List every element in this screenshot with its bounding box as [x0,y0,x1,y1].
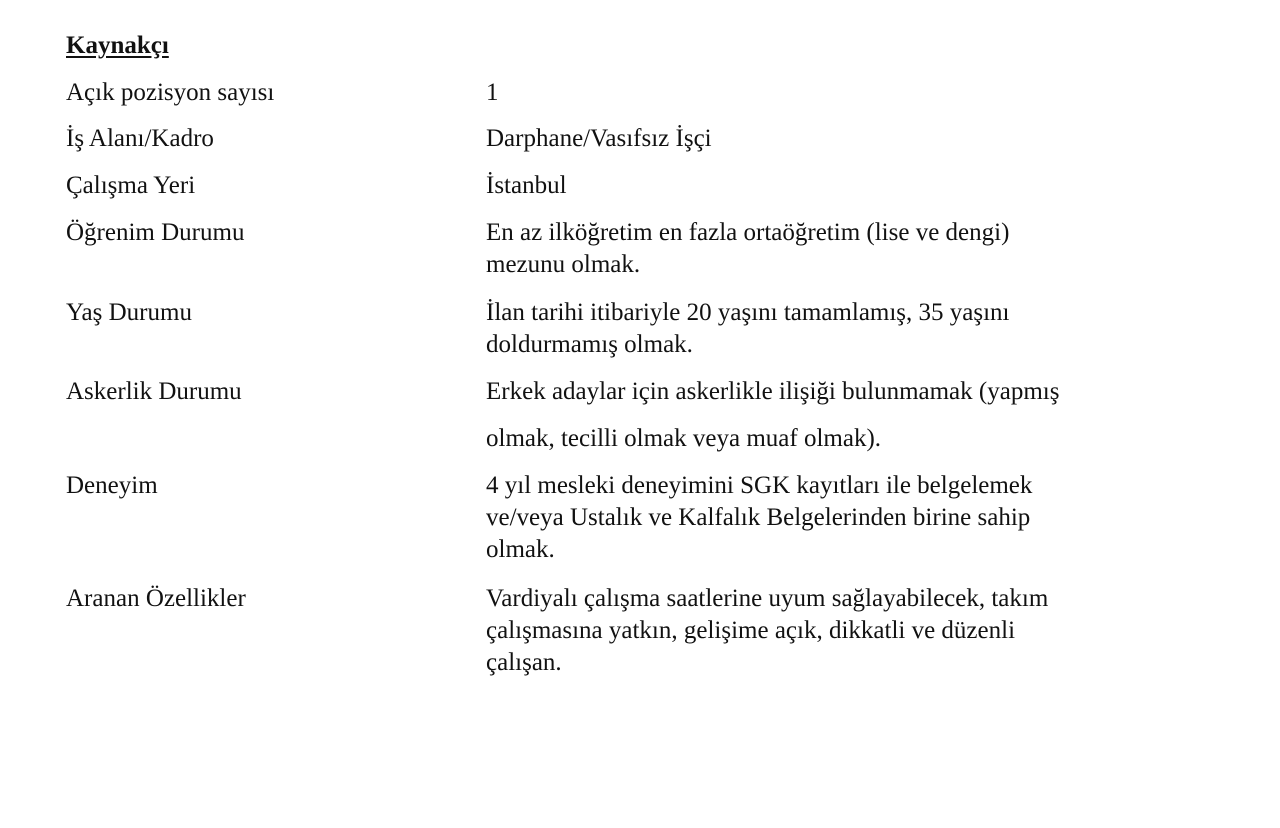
value-line: İlan tarihi itibariyle 20 yaşını tamamlamış, 35 yaşını [486,299,1010,326]
row-label-work-location: Çalışma Yeri [66,172,196,199]
row-value-military [486,376,1059,455]
value-line: Erkek adaylar için askerlikle ilişiği bulunmamak (yapmış [486,378,1060,405]
row-value-desired-qualities [486,583,1048,679]
value-line: doldurmamış olmak. [486,331,693,358]
row-label-age: Yaş Durumu [66,299,192,326]
value-line: En az ilköğretim en fazla ortaöğretim (lise ve dengi) [486,219,1010,246]
value-line: çalışmasına yatkın, gelişime açık, dikkatli ve düzenli [486,617,1016,644]
row-label-education: Öğrenim Durumu [66,219,245,246]
row-value-work-location [486,170,567,202]
row-value-open-positions [486,77,499,109]
row-value-work-area [486,123,712,155]
row-label-desired-qualities: Aranan Özellikler [66,585,246,612]
row-label-open-positions: Açık pozisyon sayısı [66,79,275,106]
value-line: olmak, tecilli olmak veya muaf olmak). [486,425,882,452]
value-line: Vardiyalı çalışma saatlerine uyum sağlayabilecek, takım [486,585,1049,612]
row-label-experience: Deneyim [66,472,158,499]
row-label-work-area: İş Alanı/Kadro [66,125,214,152]
value-line: Darphane/Vasıfsız İşçi [486,125,712,152]
value-line: 1 [486,79,499,106]
row-label-military: Askerlik Durumu [66,378,242,405]
document-heading: Kaynakçı [66,32,169,59]
value-line: çalışan. [486,649,562,676]
row-value-age [486,297,1010,361]
value-line: İstanbul [486,172,567,199]
value-line: ve/veya Ustalık ve Kalfalık Belgelerinden birine sahip [486,504,1031,531]
value-line: 4 yıl mesleki deneyimini SGK kayıtları ile belgelemek [486,472,1033,499]
row-value-education [486,217,1009,281]
value-line: mezunu olmak. [486,251,641,278]
value-line: olmak. [486,536,555,563]
row-value-experience [486,470,1032,566]
